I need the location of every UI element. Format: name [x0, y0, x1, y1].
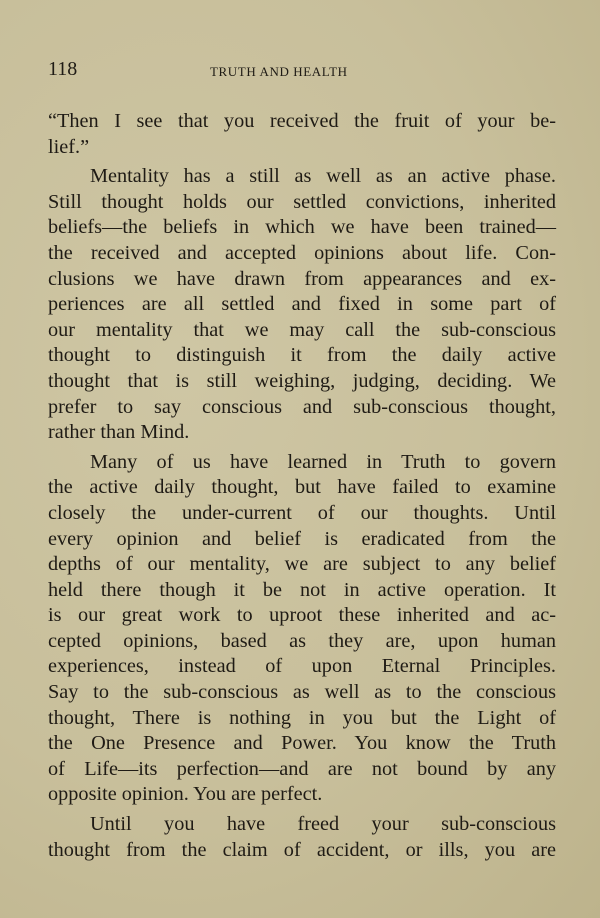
running-title: TRUTH AND HEALTH: [210, 64, 348, 79]
text-line: opposite opinion. You are perfect.: [48, 783, 323, 806]
text-line: clusions we have drawn from appearances and ex-: [48, 267, 556, 290]
page-number: 118: [48, 58, 78, 80]
text-line: beliefs—the beliefs in which we have been trained—: [48, 216, 556, 239]
text-line: Still thought holds our settled convictions, inherited: [48, 190, 556, 213]
text-line: lief.”: [48, 135, 90, 158]
text-line: experiences, instead of upon Eternal Principles.: [48, 655, 556, 678]
text-line: is our great work to uproot these inherited and ac-: [48, 604, 556, 627]
text-line: rather than Mind.: [48, 421, 190, 444]
text-line: depths of our mentality, we are subject to any belief: [48, 553, 556, 576]
text-line: thought, There is nothing in you but the Light of: [48, 706, 556, 729]
text-line: the active daily thought, but have failed to examine: [48, 476, 556, 499]
text-line: held there though it be not in active operation. It: [48, 578, 556, 601]
text-line: the received and accepted opinions about life. Con-: [48, 241, 556, 264]
text-line: thought to distinguish it from the daily active: [48, 344, 556, 367]
text-line: prefer to say conscious and sub-conscious thought,: [48, 395, 556, 418]
paragraph-3: [48, 450, 556, 808]
text-line: Until you have freed your sub-conscious: [90, 813, 556, 836]
text-line: of Life—its perfection—and are not bound by any: [48, 757, 556, 780]
text-line: cepted opinions, based as they are, upon human: [48, 629, 556, 652]
paragraph-1: [48, 109, 556, 160]
text-line: the One Presence and Power. You know the Truth: [48, 732, 556, 755]
paragraph-4: [48, 812, 556, 863]
text-line: “Then I see that you received the fruit of your be-: [48, 110, 556, 132]
page-body: [48, 109, 556, 867]
text-line: thought that is still weighing, judging, deciding. We: [48, 369, 556, 392]
text-line: thought from the claim of accident, or ills, you are: [48, 838, 556, 861]
paragraph-2: [48, 164, 556, 446]
text-line: periences are all settled and fixed in some part of: [48, 293, 556, 316]
text-line: Say to the sub-conscious as well as to the conscious: [48, 681, 556, 704]
text-line: closely the under-current of our thoughts. Until: [48, 501, 556, 524]
page-header: [48, 58, 556, 88]
text-line: every opinion and belief is eradicated from the: [48, 527, 556, 550]
text-line: Many of us have learned in Truth to govern: [90, 450, 556, 473]
text-line: our mentality that we may call the sub-conscious: [48, 318, 556, 341]
text-line: Mentality has a still as well as an active phase.: [90, 165, 556, 188]
